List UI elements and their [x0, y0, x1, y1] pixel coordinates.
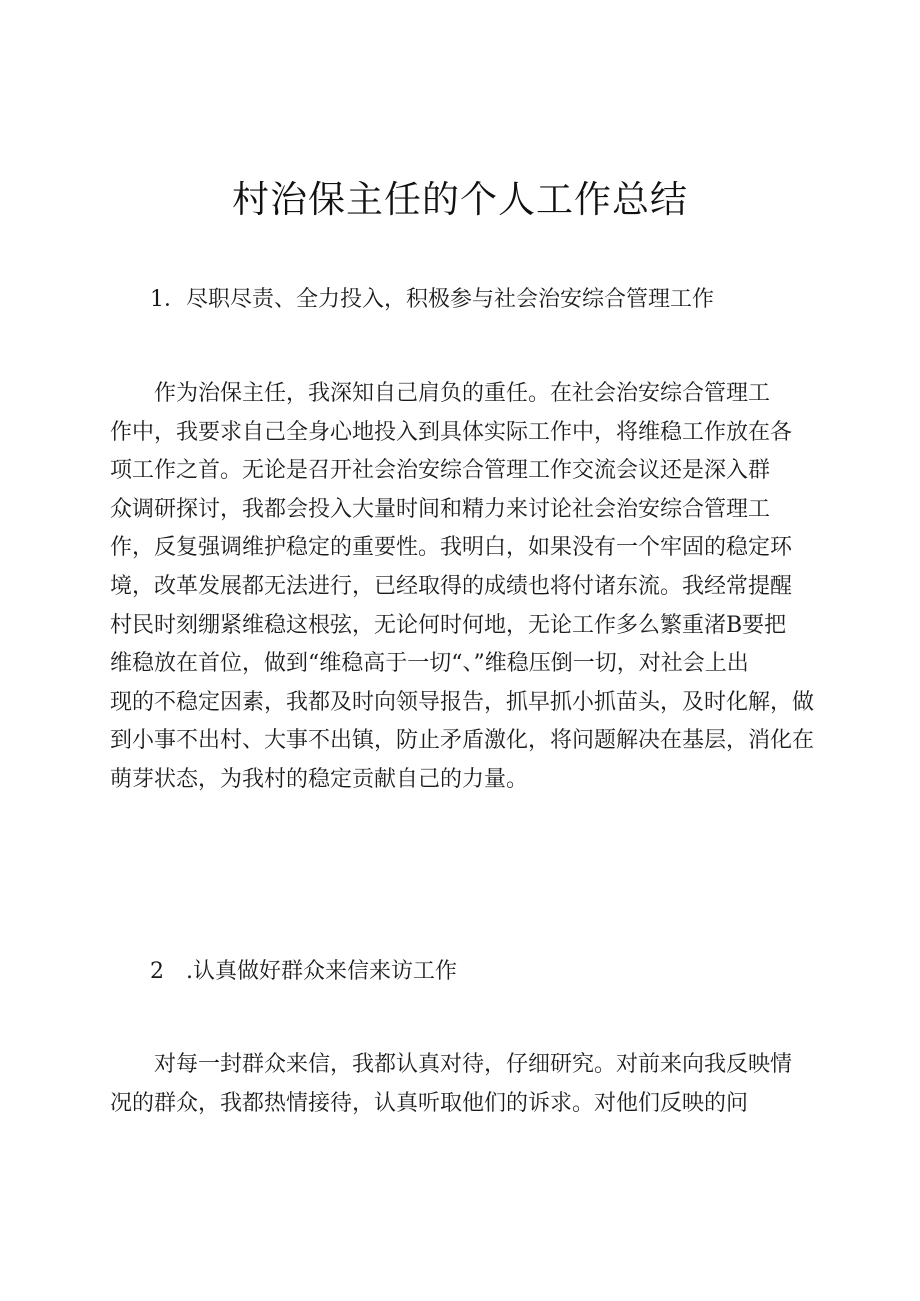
paragraph-line: 况的群众，我都热情接待，认真听取他们的诉求。对他们反映的问 — [110, 1090, 749, 1116]
section-heading-1: 1．尽职尽责、全力投入，积极参与社会治安综合管理工作 — [150, 287, 714, 312]
paragraph-line: 项工作之首。无论是召开社会治安综合管理工作交流会议还是深入群 — [110, 458, 771, 484]
paragraph-line: 作，反复强调维护稳定的重要性。我明白，如果没有一个牢固的稳定环 — [110, 535, 793, 561]
section-paragraph-2 — [110, 1046, 820, 1123]
paragraph-line: 众调研探讨，我都会投入大量时间和精力来讨论社会治安综合管理工 — [110, 496, 771, 522]
paragraph-line: 作中，我要求自己全身心地投入到具体实际工作中，将维稳工作放在各 — [110, 419, 793, 445]
paragraph-line: 对每一封群众来信，我都认真对待，仔细研究。对前来向我反映情 — [154, 1052, 793, 1077]
section-heading-2: 2 .认真做好群众来信来访工作 — [150, 959, 457, 984]
paragraph-line: 萌芽状态，为我村的稳定贡献自己的力量。 — [110, 766, 529, 792]
paragraph-line: 境，改革发展都无法进行，已经取得的成绩也将付诸东流。我经常提醒 — [110, 573, 793, 599]
document-title: 村治保主任的个人工作总结 — [232, 178, 688, 221]
paragraph-line: 到小事不出村、大事不出镇，防止矛盾激化，将问题解决在基层，消化在 — [110, 728, 815, 754]
paragraph-line: 现的不稳定因素，我都及时向领导报告，抓早抓小抓苗头，及时化解，做 — [110, 689, 815, 715]
section-paragraph-1 — [110, 375, 820, 800]
paragraph-line: 作为治保主任，我深知自己肩负的重任。在社会治安综合管理工 — [154, 381, 771, 406]
paragraph-line: 村民时刻绷紧维稳这根弦，无论何时何地，无论工作多么繁重渚B要把 — [110, 612, 787, 638]
paragraph-line: 维稳放在首位，做到“维稳高于一切“、”维稳压倒一切，对社会上出 — [110, 651, 749, 677]
